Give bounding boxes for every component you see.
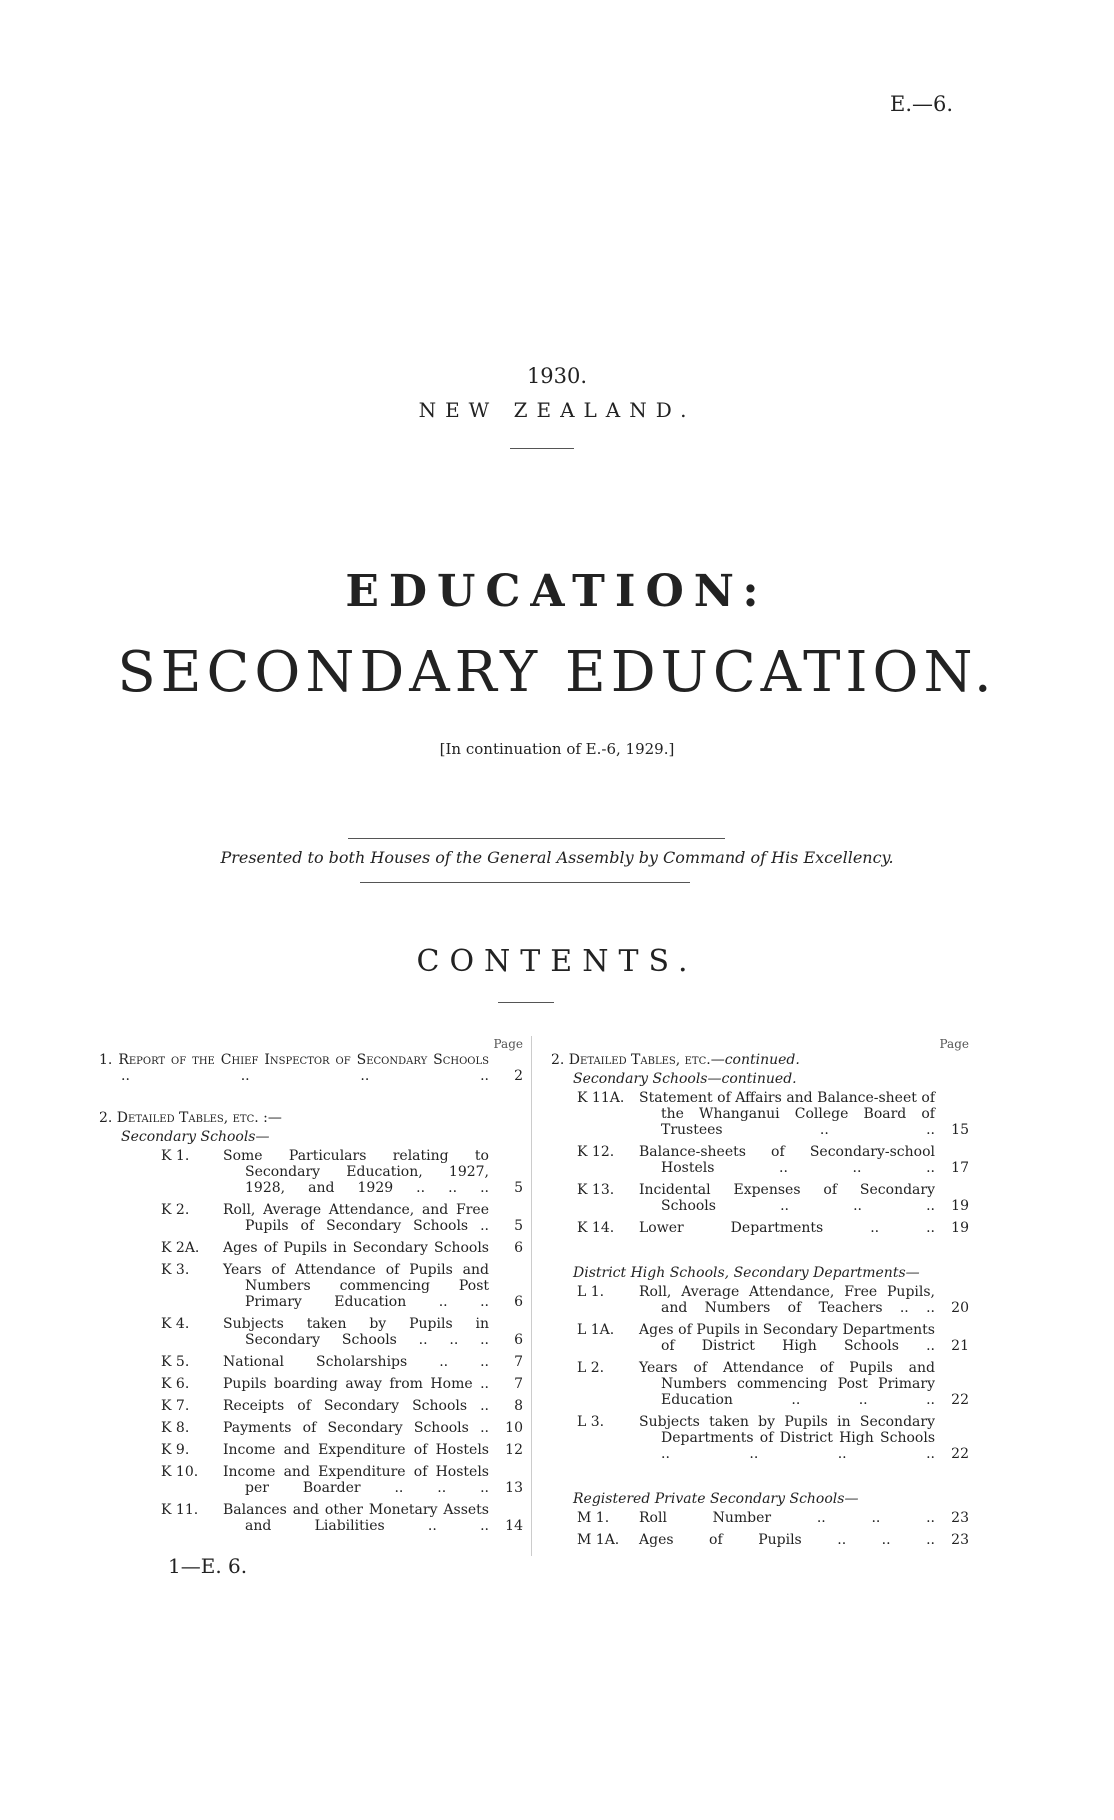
- subsection-heading: Registered Private Secondary Schools—: [573, 1491, 859, 1507]
- contents-entry: [551, 1532, 969, 1548]
- entry-code: K 7.: [161, 1398, 190, 1414]
- entry-page: 6: [514, 1294, 523, 1310]
- entry-text: Receipts of Secondary Schools ..: [223, 1398, 489, 1414]
- section-heading: 2. Detailed Tables, etc. :—: [99, 1110, 282, 1126]
- entry-code: K 3.: [161, 1262, 190, 1278]
- entry-text: Roll, Average Attendance, and Free Pupils of Secondary Schools ..: [223, 1202, 489, 1234]
- document-reference: E.—6.: [890, 92, 954, 116]
- entry-page: 2: [514, 1068, 523, 1084]
- entry-page: 23: [951, 1532, 969, 1548]
- contents-entry: [551, 1220, 969, 1236]
- entry-code: M 1A.: [577, 1532, 620, 1548]
- divider: [510, 448, 574, 449]
- entry-code: K 1.: [161, 1148, 190, 1164]
- continued-label: continued.: [724, 1052, 800, 1068]
- entry-text: National Scholarships .. ..: [223, 1354, 489, 1370]
- entry-text: Ages of Pupils .. .. ..: [639, 1532, 935, 1548]
- contents-entry: [551, 1182, 969, 1214]
- entry-code: K 5.: [161, 1354, 190, 1370]
- subsection-heading: District High Schools, Secondary Departments—: [573, 1265, 920, 1281]
- entry-text: Payments of Secondary Schools ..: [223, 1420, 489, 1436]
- entry-page: 5: [514, 1218, 523, 1234]
- entry-code: K 10.: [161, 1464, 199, 1480]
- entry-text: Balance-sheets of Secondary-school Hostels .. .. ..: [639, 1144, 935, 1176]
- entry-text: Lower Departments .. ..: [639, 1220, 935, 1236]
- entry-text: Roll, Average Attendance, Free Pupils, and Numbers of Teachers .. ..: [639, 1284, 935, 1316]
- contents-entry: [99, 1240, 523, 1256]
- entry-code: K 11.: [161, 1502, 199, 1518]
- entry-code: K 11A.: [577, 1090, 625, 1106]
- entry-page: 21: [951, 1338, 969, 1354]
- entry-text: Pupils boarding away from Home ..: [223, 1376, 489, 1392]
- entry-page: 15: [951, 1122, 969, 1138]
- entry-page: 20: [951, 1300, 969, 1316]
- contents-entry: [99, 1202, 523, 1234]
- entry-text: Years of Attendance of Pupils and Numbers commencing Post Primary Education .. .. ..: [639, 1360, 935, 1408]
- entry-text: Ages of Pupils in Secondary Departments of District High Schools ..: [639, 1322, 935, 1354]
- divider: [360, 882, 690, 883]
- section-label: 2. Detailed Tables, etc.—: [551, 1052, 725, 1068]
- entry-page: 7: [514, 1354, 523, 1370]
- entry-page: 19: [951, 1220, 969, 1236]
- contents-entry: [551, 1360, 969, 1408]
- contents-entry: [99, 1376, 523, 1392]
- contents-entry: [99, 1148, 523, 1196]
- entry-text: Roll Number .. .. ..: [639, 1510, 935, 1526]
- entry-page: 6: [514, 1240, 523, 1256]
- contents-entry: [99, 1354, 523, 1370]
- contents-entry: [551, 1090, 969, 1138]
- contents-entry: [99, 1502, 523, 1534]
- entry-page: 7: [514, 1376, 523, 1392]
- subsection-heading: Secondary Schools—continued.: [573, 1071, 797, 1087]
- contents-entry: [99, 1316, 523, 1348]
- entry-code: L 1A.: [577, 1322, 615, 1338]
- divider: [348, 838, 725, 839]
- contents-entry: [551, 1284, 969, 1316]
- entry-page: 17: [951, 1160, 969, 1176]
- entry-code: K 2.: [161, 1202, 190, 1218]
- contents-left-column: [99, 1036, 523, 1540]
- entry-text: Years of Attendance of Pupils and Numbers commencing Post Primary Education .. ..: [223, 1262, 489, 1310]
- entry-text: Income and Expenditure of Hostels per Boarder .. .. ..: [223, 1464, 489, 1496]
- entry-code: K 14.: [577, 1220, 615, 1236]
- presented-line: Presented to both Houses of the General Assembly by Command of His Excellency.: [220, 848, 894, 867]
- page-label: Page: [939, 1037, 969, 1051]
- contents-entry: [99, 1420, 523, 1436]
- entry-text: Balances and other Monetary Assets and Liabilities .. ..: [223, 1502, 489, 1534]
- entry-text: Income and Expenditure of Hostels: [223, 1442, 489, 1458]
- contents-entry: [99, 1052, 523, 1084]
- entry-code: K 4.: [161, 1316, 190, 1332]
- entry-text: 1. Report of the Chief Inspector of Secondary Schools .. .. .. ..: [99, 1052, 489, 1084]
- entry-code: L 3.: [577, 1414, 605, 1430]
- entry-code: K 8.: [161, 1420, 190, 1436]
- entry-code: K 2A.: [161, 1240, 200, 1256]
- main-title: EDUCATION:: [345, 566, 769, 617]
- entry-code: K 9.: [161, 1442, 190, 1458]
- footer-signature: 1—E. 6.: [168, 1554, 248, 1578]
- entry-code: K 6.: [161, 1376, 190, 1392]
- entry-code: K 12.: [577, 1144, 615, 1160]
- entry-text: Some Particulars relating to Secondary Education, 1927, 1928, and 1929 .. .. ..: [223, 1148, 489, 1196]
- entry-code: L 2.: [577, 1360, 605, 1376]
- contents-entry: [99, 1398, 523, 1414]
- entry-code: M 1.: [577, 1510, 610, 1526]
- entry-code: L 1.: [577, 1284, 605, 1300]
- entry-page: 19: [951, 1198, 969, 1214]
- year: 1930.: [526, 364, 588, 388]
- contents-entry: [99, 1464, 523, 1496]
- contents-entry: [99, 1262, 523, 1310]
- entry-text: Subjects taken by Pupils in Secondary Departments of District High Schools .. .. .. ..: [639, 1414, 935, 1462]
- entry-page: 10: [505, 1420, 523, 1436]
- entry-page: 13: [505, 1480, 523, 1496]
- country: NEW ZEALAND.: [418, 398, 696, 422]
- entry-page: 8: [514, 1398, 523, 1414]
- contents-heading: CONTENTS.: [416, 944, 698, 979]
- entry-page: 14: [505, 1518, 523, 1534]
- section-heading: [551, 1052, 969, 1068]
- contents-entry: [551, 1510, 969, 1526]
- contents-entry: [99, 1442, 523, 1458]
- entry-page: 22: [951, 1392, 969, 1408]
- entry-page: 5: [514, 1180, 523, 1196]
- entry-text: Subjects taken by Pupils in Secondary Schools .. .. ..: [223, 1316, 489, 1348]
- page-label: Page: [493, 1037, 523, 1051]
- entry-text: Ages of Pupils in Secondary Schools: [223, 1240, 489, 1256]
- entry-code: K 13.: [577, 1182, 615, 1198]
- continuation-note: [In continuation of E.-6, 1929.]: [439, 740, 675, 758]
- subtitle: SECONDARY EDUCATION.: [117, 640, 997, 705]
- contents-entry: [551, 1414, 969, 1462]
- contents-right-column: [551, 1036, 969, 1554]
- entry-page: 6: [514, 1332, 523, 1348]
- entry-page: 12: [505, 1442, 523, 1458]
- entry-page: 22: [951, 1446, 969, 1462]
- subsection-heading: Secondary Schools—: [121, 1129, 270, 1145]
- entry-page: 23: [951, 1510, 969, 1526]
- divider: [498, 1002, 554, 1003]
- column-divider: [531, 1036, 532, 1556]
- contents-entry: [551, 1322, 969, 1354]
- entry-text: Incidental Expenses of Secondary Schools .. .. ..: [639, 1182, 935, 1214]
- entry-text: Statement of Affairs and Balance-sheet of the Whanganui College Board of Trustees .. ..: [639, 1090, 935, 1138]
- contents-entry: [551, 1144, 969, 1176]
